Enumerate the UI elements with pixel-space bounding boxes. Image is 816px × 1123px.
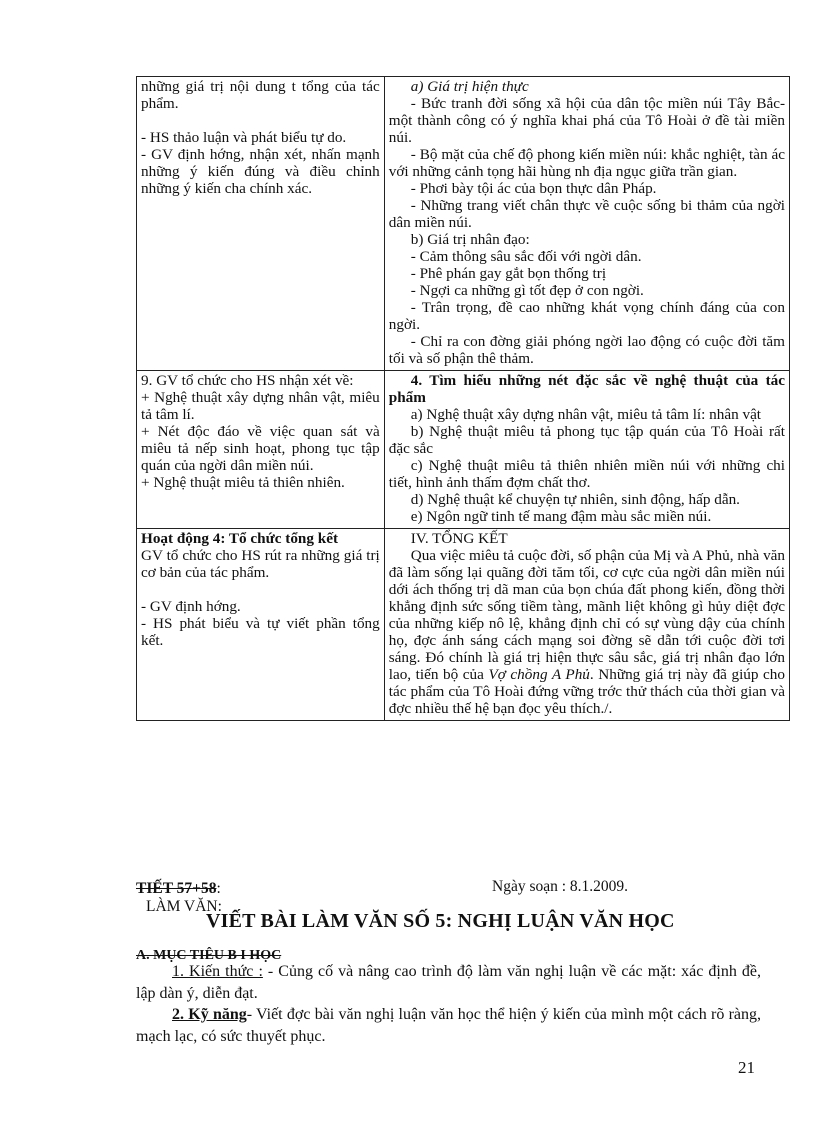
lesson-number: TIẾT 57+58: bbox=[136, 880, 221, 897]
cell-line: a) Nghệ thuật xây dựng nhân vật, miêu tả tâm lí: nhân vật bbox=[410, 406, 762, 423]
cell-line: - Bộ mặt của chế độ phong kiến miền núi: khắc nghiệt, tàn ác với những cảnh tọng hãi hùng nh địa ngục giữa trần gian. bbox=[388, 146, 785, 180]
table-row bbox=[137, 77, 790, 371]
cell-line: - Phê phán gay gắt bọn thống trị bbox=[410, 265, 607, 282]
cell-line: d) Nghệ thuật kể chuyện tự nhiên, sinh động, hấp dẫn. bbox=[410, 491, 740, 508]
subject-label: LÀM VĂN: bbox=[146, 898, 222, 915]
content-cell bbox=[384, 529, 789, 721]
cell-line: + Nghệ thuật xây dựng nhân vật, miêu tả tâm lí. bbox=[141, 389, 380, 423]
content-cell bbox=[384, 371, 789, 529]
content-cell bbox=[384, 77, 789, 371]
objective-knowledge: 1. Kiến thức : - Củng cố và nâng cao trình độ làm văn nghị luận về các mặt: xác định đề, lập dàn ý, diễn đạt. bbox=[136, 963, 762, 1002]
table-row bbox=[137, 529, 790, 721]
cell-line: - Cảm thông sâu sắc đối với ngời dân. bbox=[410, 248, 642, 265]
cell-line: + Nét độc đáo về việc quan sát và miêu tả nếp sinh hoạt, phong tục tập quán của ngời dân miền núi. bbox=[141, 423, 380, 474]
teacher-activity-cell bbox=[137, 371, 385, 529]
page-number: 21 bbox=[738, 1058, 755, 1077]
cell-line: - Ngợi ca những gì tốt đẹp ở con ngời. bbox=[410, 282, 644, 299]
cell-line: - Chỉ ra con đờng giải phóng ngời lao động có cuộc đời tăm tối và số phận thê thảm. bbox=[388, 333, 785, 367]
cell-line: - GV định hớng, nhận xét, nhấn mạnh những ý kiến đúng và điều chỉnh những ý kiến cha chính xác. bbox=[141, 146, 380, 197]
cell-line: - HS phát biểu và tự viết phần tổng kết. bbox=[141, 615, 380, 649]
cell-line: b) Nghệ thuật miêu tả phong tục tập quán của Tô Hoài rất đặc sắc bbox=[388, 423, 785, 457]
cell-line: - Phơi bày tội ác của bọn thực dân Pháp. bbox=[410, 180, 657, 197]
section-heading: 4. Tìm hiểu những nét đặc sắc về nghệ thuật của tác phẩm bbox=[388, 372, 785, 406]
table-row bbox=[137, 371, 790, 529]
page-title: VIẾT BÀI LÀM VĂN SỐ 5: NGHỊ LUẬN VĂN HỌC bbox=[206, 910, 675, 932]
cell-line: GV tổ chức cho HS rút ra những giá trị cơ bản của tác phẩm. bbox=[141, 547, 380, 581]
objective-label: 2. Kỹ năng bbox=[172, 1006, 247, 1023]
activity-heading: Hoạt động 4: Tổ chức tổng kết bbox=[141, 530, 338, 547]
objective-skills: 2. Kỹ năng- Viết đợc bài văn nghị luận văn học thể hiện ý kiến của mình một cách rõ ràng, mạch lạc, có sức thuyết phục. bbox=[136, 1006, 761, 1045]
summary-paragraph: Qua việc miêu tả cuộc đời, số phận của Mị và A Phủ, nhà văn đã làm sống lại quãng đời tăm tối, cơ cực của ngời dân miền núi dới ách thống trị dã man của bọn chúa đất phong kiến, đồng thời khẳng định sức sống tiềm tàng, mãnh liệt không gì hủy diệt đợc của những kiếp nô lệ, khẳng định chỉ có sự vùng dậy của chính họ, đợc ánh sáng cách mạng soi đờng sẽ dẫn tới cuộc đời tơi sáng. Đó chính là giá trị hiện thực sâu sắc, giá trị nhân đạo lớn lao, tiến bộ của Vợ chồng A Phủ. Những giá trị này đã giúp cho tác phẩm của Tô Hoài đứng vững trớc thử thách của thời gian và đợc nhiều thế hệ bạn đọc yêu thích./. bbox=[388, 547, 785, 717]
cell-line: 9. GV tổ chức cho HS nhận xét về: bbox=[141, 372, 354, 389]
objective-label: 1. Kiến thức : bbox=[172, 963, 263, 980]
cell-line: - Những trang viết chân thực về cuộc sống bi thảm của ngời dân miền núi. bbox=[388, 197, 785, 231]
section-heading: a) Giá trị hiện thực bbox=[410, 78, 529, 95]
work-title: Vợ chồng A Phủ bbox=[488, 666, 590, 683]
lesson-table bbox=[136, 76, 790, 721]
cell-line: - Bức tranh đời sống xã hội của dân tộc miền núi Tây Bắc- một thành công có ý nghĩa khai phá của Tô Hoài ở đề tài miền núi. bbox=[388, 95, 785, 146]
objectives-heading: A. MỤC TIÊU B I HỌC bbox=[136, 948, 282, 963]
cell-line: những giá trị nội dung t tổng của tác phẩm. bbox=[141, 78, 380, 112]
date-prepared: Ngày soạn : 8.1.2009. bbox=[492, 878, 629, 895]
cell-line: - HS thảo luận và phát biểu tự do. bbox=[141, 129, 347, 146]
section-heading: IV. TỔNG KẾT bbox=[410, 530, 508, 547]
cell-line: - Trân trọng, đề cao những khát vọng chính đáng của con ngời. bbox=[388, 299, 785, 333]
cell-line: e) Ngôn ngữ tinh tế mang đậm màu sắc miền núi. bbox=[410, 508, 712, 525]
cell-line: c) Nghệ thuật miêu tả thiên nhiên miền núi với những chi tiết, hình ảnh thấm đợm chất thơ. bbox=[388, 457, 785, 491]
cell-line: - GV định hớng. bbox=[141, 598, 241, 615]
teacher-activity-cell bbox=[137, 77, 385, 371]
cell-line: + Nghệ thuật miêu tả thiên nhiên. bbox=[141, 474, 345, 491]
section-heading: b) Giá trị nhân đạo: bbox=[410, 231, 530, 248]
teacher-activity-cell bbox=[137, 529, 385, 721]
